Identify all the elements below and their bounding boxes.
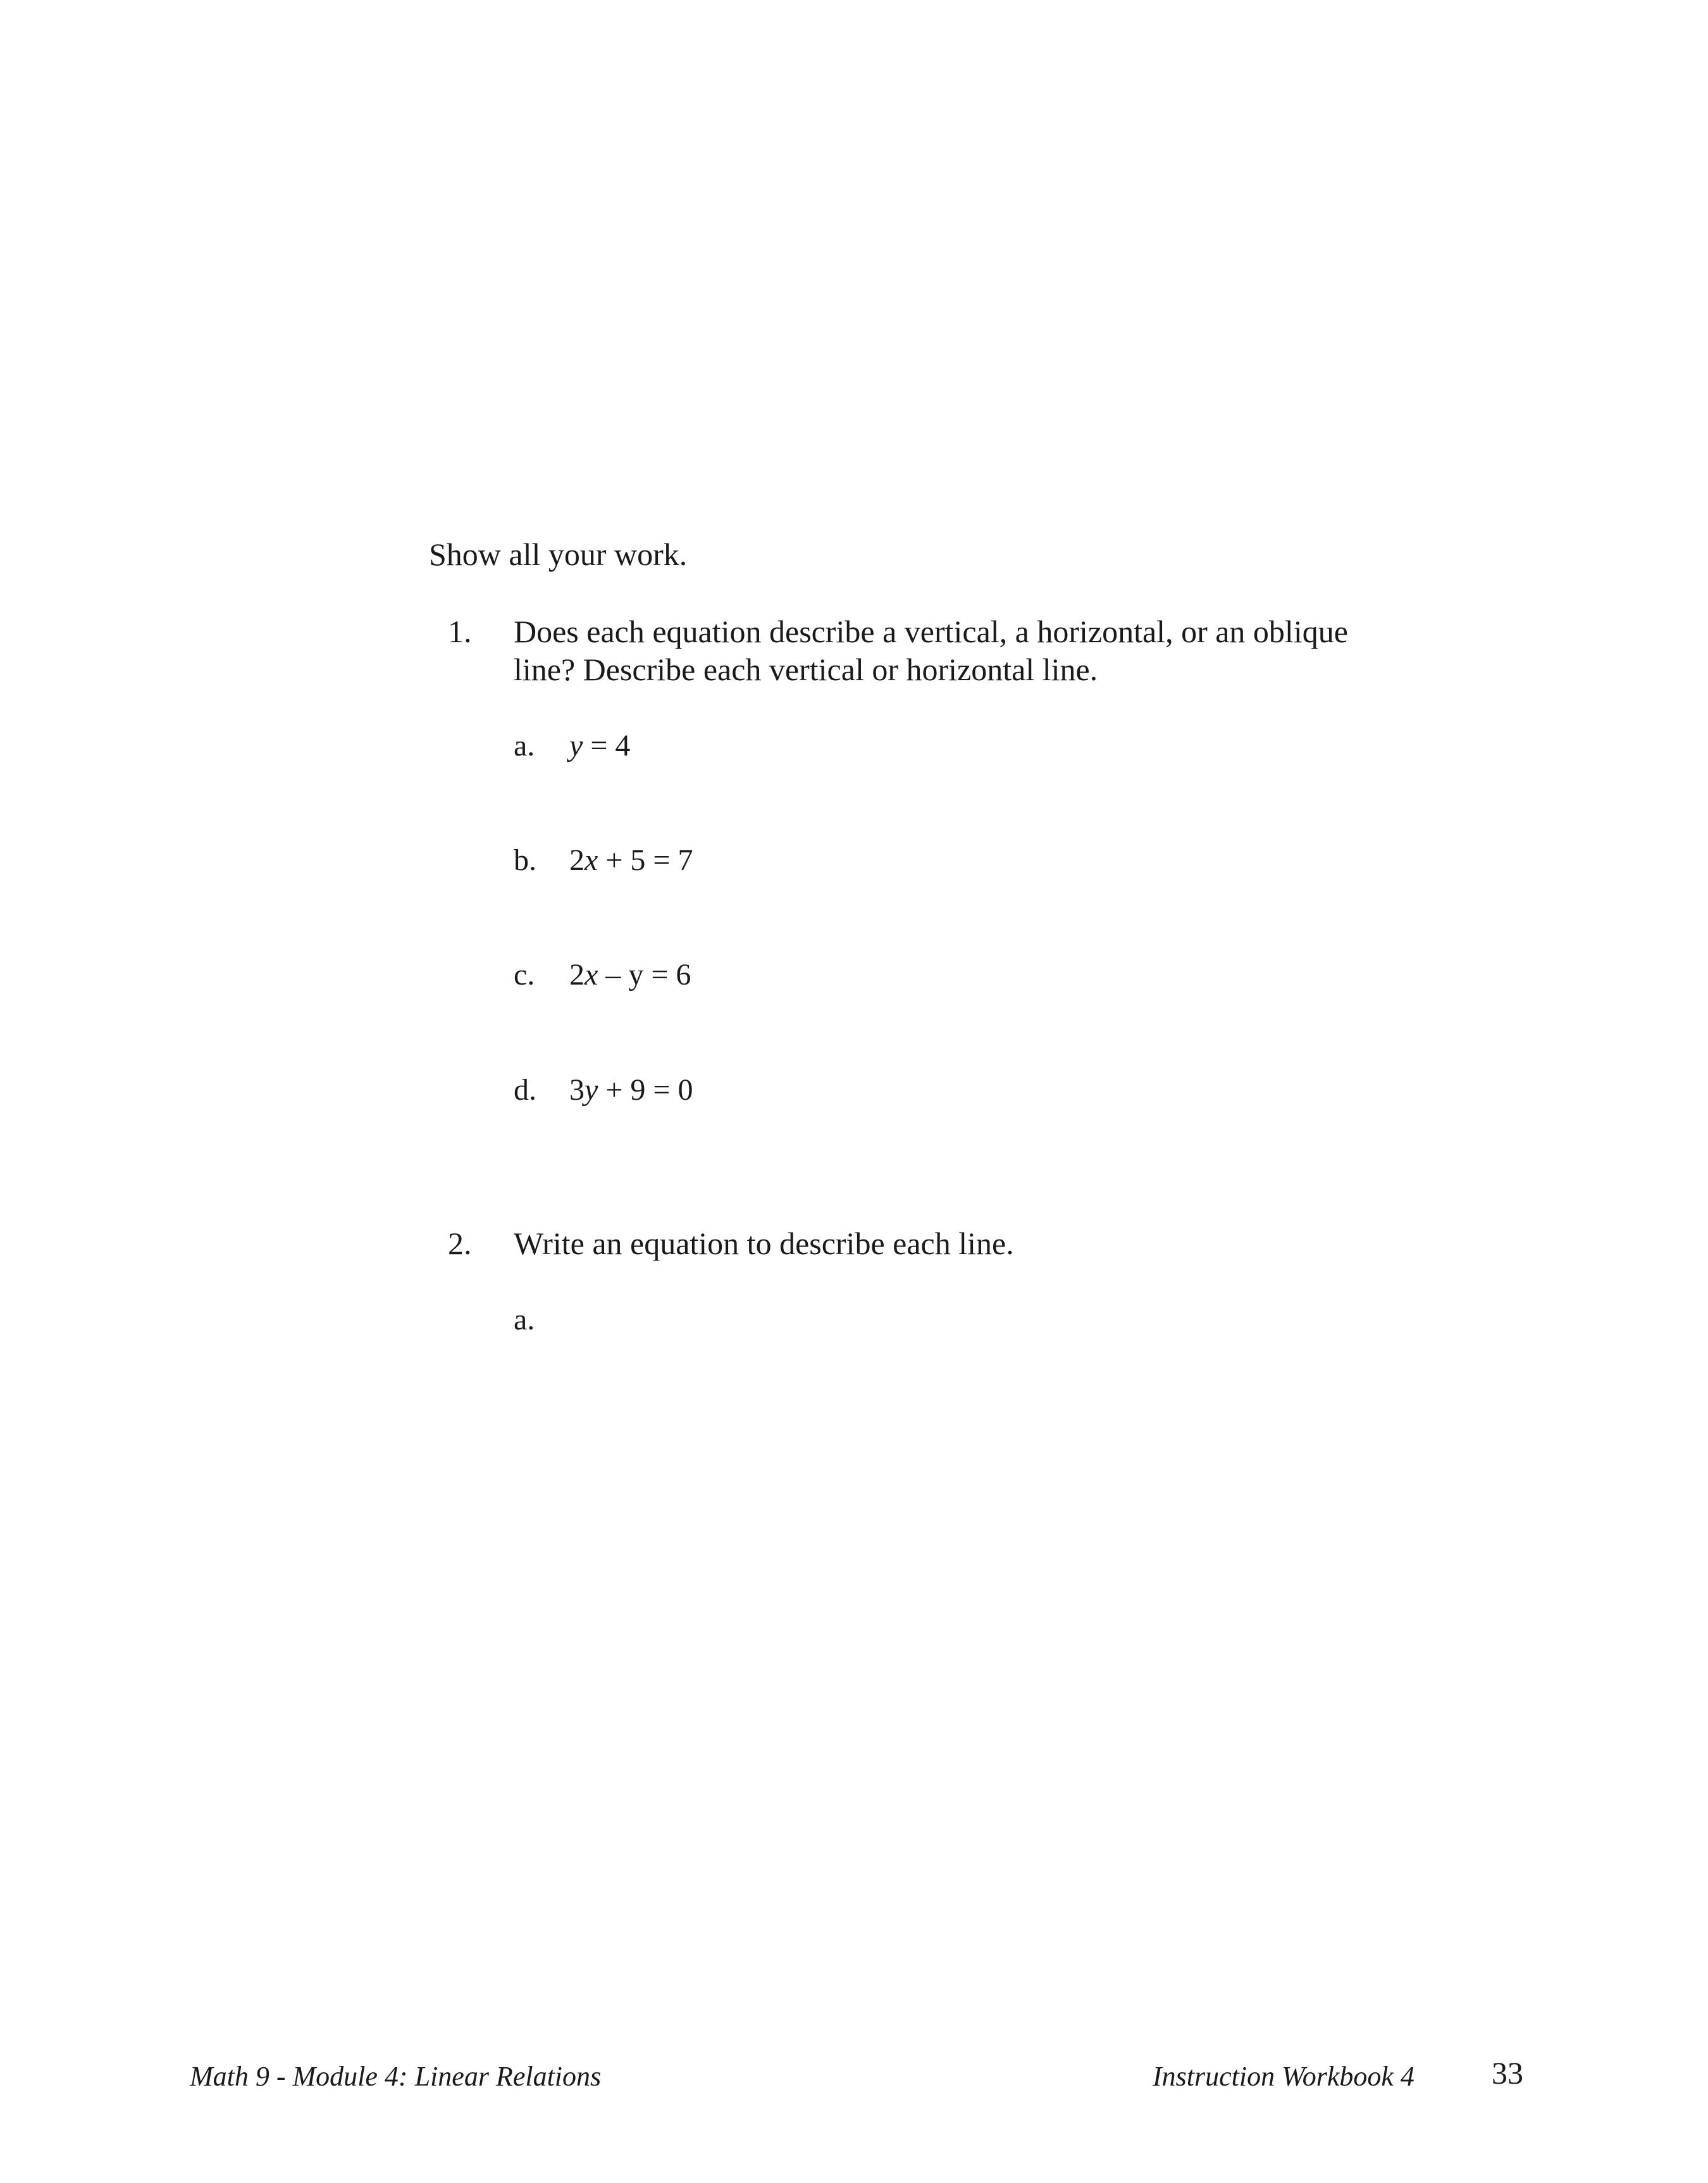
- question-1c-letter: c.: [514, 958, 535, 992]
- question-2-number: 2.: [448, 1226, 472, 1261]
- instructions: Show all your work.: [429, 537, 688, 572]
- footer-workbook-title: Instruction Workbook 4: [1153, 2061, 1414, 2092]
- question-2a-letter: a.: [514, 1303, 535, 1336]
- question-1a-letter: a.: [514, 729, 535, 762]
- page-number: 33: [1492, 2055, 1523, 2091]
- question-1b-equation: 2x + 5 = 7: [569, 843, 693, 877]
- question-1a-equation: y = 4: [569, 729, 631, 762]
- question-1-number: 1.: [448, 614, 472, 649]
- question-1-text-line-2: line? Describe each vertical or horizontal line.: [514, 652, 1098, 687]
- question-1d-letter: d.: [514, 1073, 536, 1107]
- question-2-text: Write an equation to describe each line.: [514, 1226, 1014, 1261]
- question-1c-equation: 2x – y = 6: [569, 958, 691, 992]
- question-1b-letter: b.: [514, 843, 536, 877]
- footer-course-title: Math 9 - Module 4: Linear Relations: [190, 2061, 602, 2092]
- question-1d-equation: 3y + 9 = 0: [569, 1073, 693, 1107]
- question-1-text-line-1: Does each equation describe a vertical, a horizontal, or an oblique: [514, 614, 1348, 649]
